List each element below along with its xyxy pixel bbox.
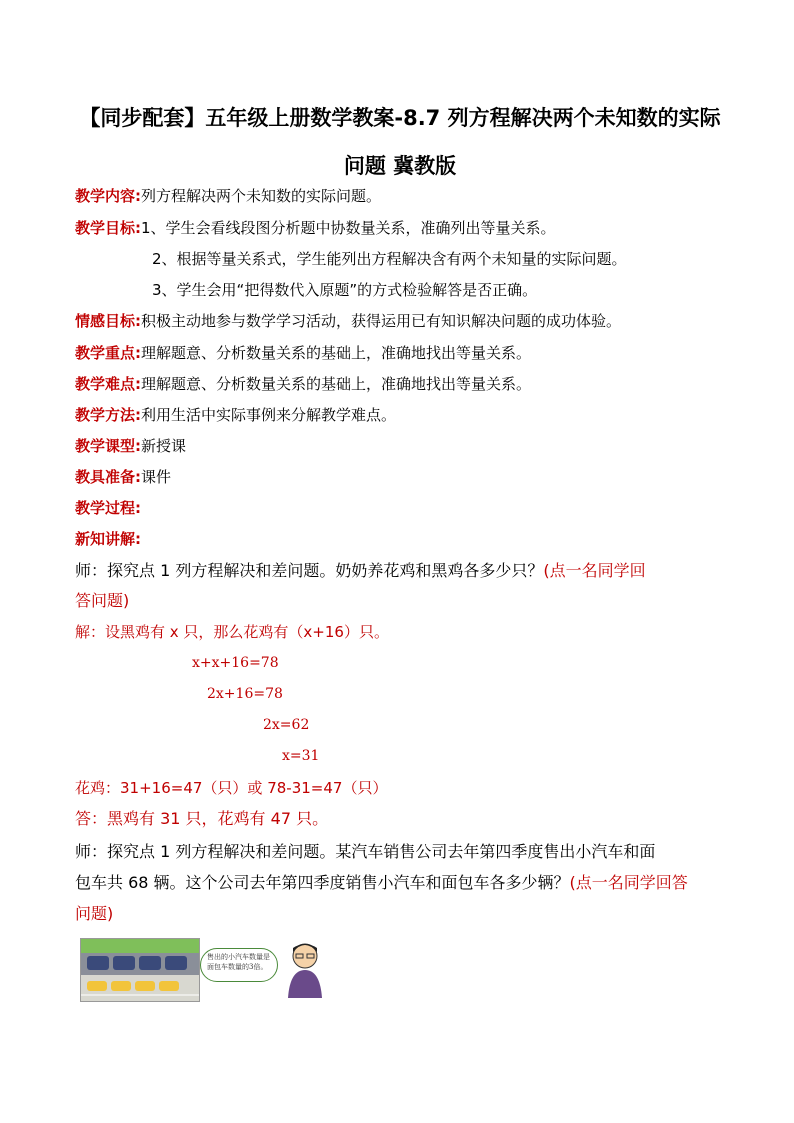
goals-row (75, 218, 556, 238)
answer-number-2: 47 (270, 809, 291, 828)
key-text: 理解题意、分析数量关系的基础上，准确地找出等量关系。 (141, 344, 532, 362)
lesson-type-label: 教学课型: (75, 437, 141, 455)
flower-chicken-row (75, 778, 387, 798)
method-label: 教学方法: (75, 406, 141, 424)
speech-bubble: 售出的小汽车数量是面包车数量的3倍。 (200, 948, 278, 982)
goals-label: 教学目标: (75, 219, 141, 237)
title-line-1: 【同步配套】五年级上册数学教案-8.7 列方程解决两个未知数的实际 (79, 106, 721, 130)
key-label: 教学重点: (75, 344, 141, 362)
answer-suffix: 只。 (291, 809, 329, 828)
flower-calc-2: 78-31=47（只） (267, 779, 388, 797)
key-row (75, 343, 531, 363)
difficulty-row (75, 374, 531, 394)
question-2-line-1: 师：探究点 1 列方程解决和差问题。某汽车销售公司去年第四季度售出小汽车和面 (75, 842, 656, 861)
lesson-type-text: 新授课 (141, 437, 187, 455)
question-1-line-2: 答问题) (75, 591, 130, 610)
teacher-figure-icon (282, 938, 328, 998)
flower-or: 或 (247, 779, 268, 797)
new-knowledge-row (75, 529, 141, 549)
goal-3: 3、学生会用“把得数代入原题”的方式检验解答是否正确。 (152, 281, 538, 299)
question-1-line-1 (75, 561, 646, 581)
tools-row (75, 467, 171, 487)
flower-calc-1: 31+16=47（只） (120, 779, 248, 797)
difficulty-text: 理解题意、分析数量关系的基础上，准确地找出等量关系。 (141, 375, 532, 393)
parking-lot-illustration (80, 938, 200, 1002)
parking-lot-image (81, 939, 199, 1001)
question-2-text: 包车共 68 辆。这个公司去年第四季度销售小汽车和面包车各多少辆？ (75, 873, 570, 892)
emotion-label: 情感目标: (75, 312, 141, 330)
equation-2: 2x+16=78 (207, 686, 283, 702)
goal-2: 2、根据等量关系式，学生能列出方程解决含有两个未知量的实际问题。 (152, 250, 627, 268)
flower-prefix: 花鸡： (75, 779, 121, 797)
emotion-text: 积极主动地参与数学学习活动，获得运用已有知识解决问题的成功体验。 (141, 312, 622, 330)
difficulty-label: 教学难点: (75, 375, 141, 393)
lesson-type-row (75, 436, 186, 456)
solution-intro: 解：设黑鸡有 x 只，那么花鸡有（x+16）只。 (75, 623, 389, 641)
equation-3: 2x=62 (263, 717, 310, 733)
emotion-row (75, 311, 621, 331)
method-row (75, 405, 396, 425)
answer-mid: 只，花鸡有 (180, 809, 271, 828)
title-line-2: 问题 冀教版 (343, 154, 457, 178)
content-label: 教学内容: (75, 187, 141, 205)
tools-label: 教具准备: (75, 468, 141, 486)
question-1-text: 师：探究点 1 列方程解决和差问题。奶奶养花鸡和黑鸡各多少只？ (75, 561, 544, 580)
question-2-note: (点一名同学回答 (569, 873, 688, 892)
process-row (75, 498, 141, 518)
content-text: 列方程解决两个未知数的实际问题。 (141, 187, 382, 205)
content-row (75, 186, 381, 206)
answer-row (75, 809, 328, 829)
goal-1: 1、学生会看线段图分析题中协数量关系，准确列出等量关系。 (141, 219, 556, 237)
document-title (70, 94, 730, 190)
equation-4: x=31 (282, 748, 320, 764)
question-2-line-2 (75, 873, 688, 893)
question-1-note: (点一名同学回 (543, 561, 646, 580)
answer-prefix: 答：黑鸡有 (75, 809, 161, 828)
equation-1: x+x+16=78 (192, 655, 279, 671)
question-2-line-3: 问题) (75, 904, 114, 923)
method-text: 利用生活中实际事例来分解教学难点。 (141, 406, 397, 424)
process-label: 教学过程: (75, 499, 141, 517)
new-knowledge-label: 新知讲解: (75, 530, 141, 548)
answer-number-1: 31 (160, 809, 181, 828)
tools-text: 课件 (141, 468, 172, 486)
